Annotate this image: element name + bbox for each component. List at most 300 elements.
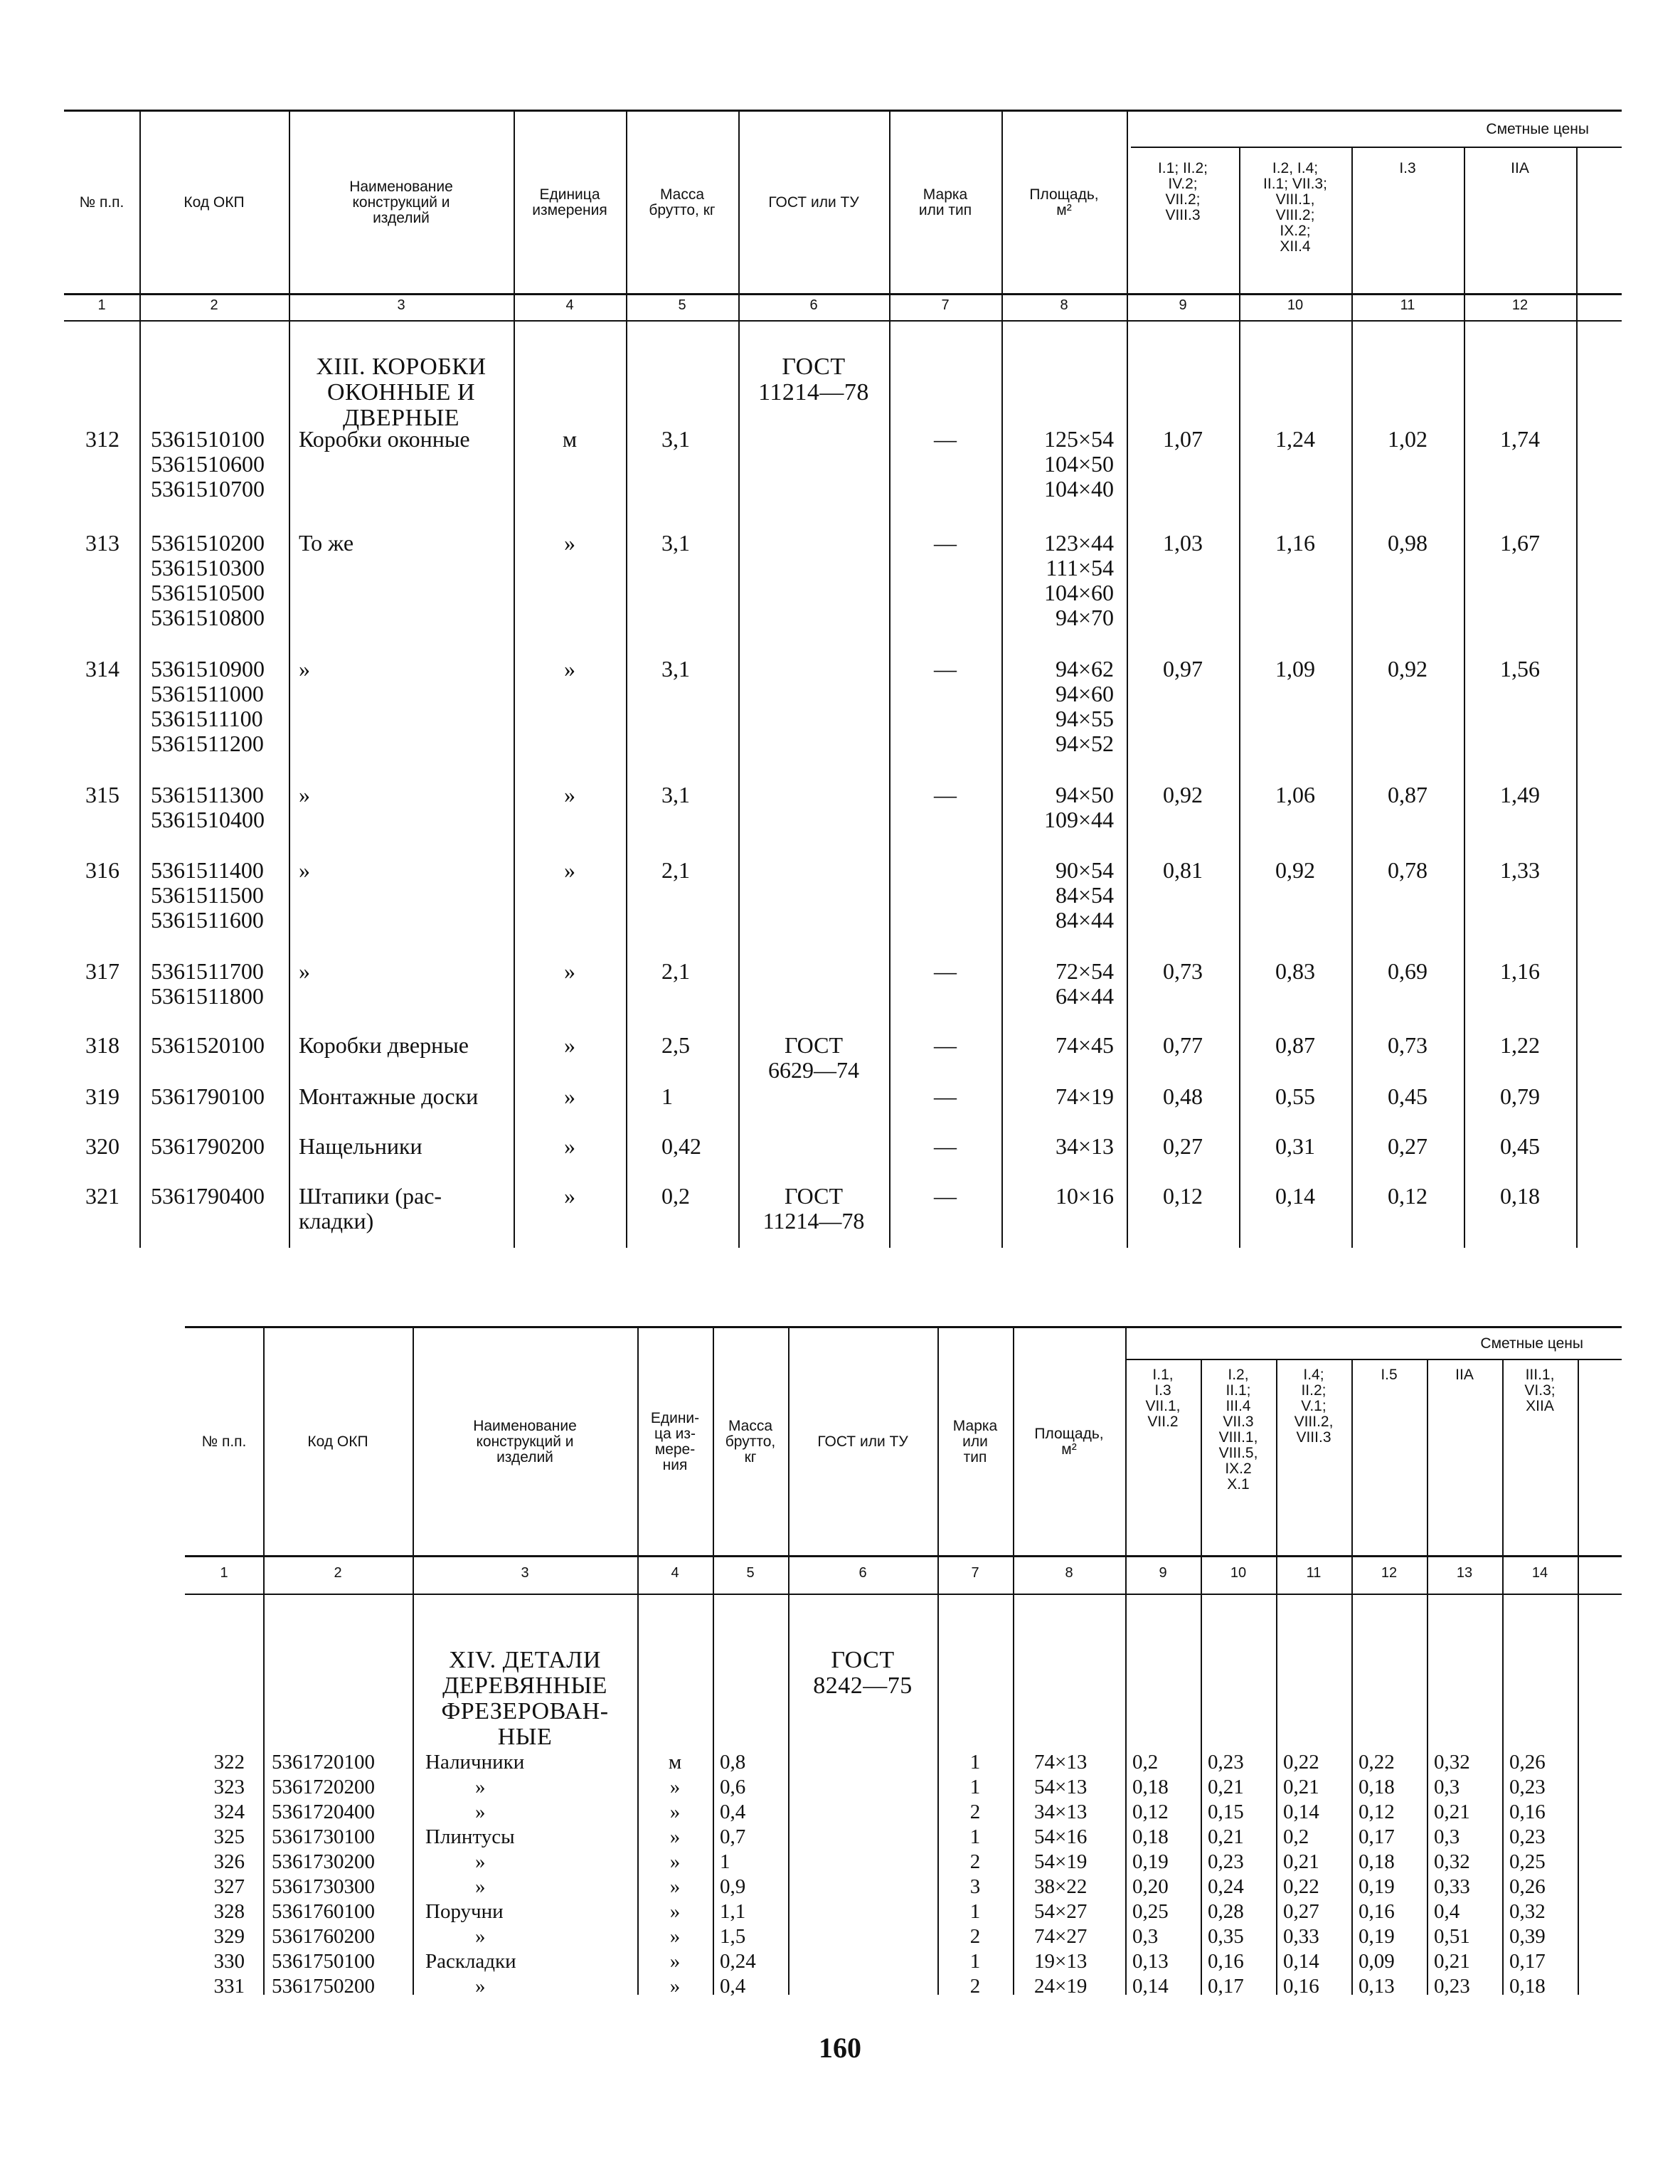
mark: 2 (969, 1850, 981, 1873)
price-2: 1,24 (1275, 426, 1315, 452)
price-4: 1,67 (1500, 530, 1540, 556)
row-number: 331 (213, 1975, 245, 1998)
row-number: 324 (213, 1801, 245, 1823)
item-name: Монтажные доски (299, 1083, 479, 1109)
okp-code: 5361510100 5361510600 5361510700 (151, 426, 265, 502)
price-1: 0,18 (1132, 1825, 1169, 1848)
price-3: 0,73 (1388, 1032, 1428, 1058)
area: 94×62 94×60 94×55 94×52 (1055, 656, 1114, 756)
mass: 0,24 (720, 1950, 756, 1973)
price-6: 0,26 (1509, 1875, 1546, 1898)
price-3: 0,98 (1388, 530, 1428, 556)
price-5: 0,4 (1434, 1900, 1460, 1923)
price-2: 0,87 (1275, 1032, 1315, 1058)
section-title: XIII. КОРОБКИ ОКОННЫЕ И ДВЕРНЫЕ (316, 354, 487, 431)
gost: ГОСТ 11214—78 (762, 1183, 865, 1234)
header-price-col-3: I.3 (1399, 160, 1416, 176)
item-name: » (475, 1925, 486, 1948)
okp-code: 5361760100 (272, 1900, 375, 1923)
mark: 2 (969, 1925, 981, 1948)
column-number: 8 (1060, 297, 1068, 313)
price-6: 0,17 (1509, 1950, 1546, 1973)
row-number: 323 (213, 1776, 245, 1798)
header-area: Площадь, м² (1029, 186, 1099, 218)
price-4: 1,49 (1500, 782, 1540, 807)
header-estimate-prices: Сметные цены (1486, 121, 1589, 137)
header-bottom-rule (64, 293, 1622, 295)
price-1: 0,12 (1163, 1183, 1203, 1209)
header-mark: Марка или тип (952, 1418, 998, 1465)
table-xiv (185, 1323, 1622, 1999)
table-top-rule (64, 110, 1622, 112)
price-1: 1,03 (1163, 530, 1203, 556)
header-row-number: № п.п. (79, 194, 124, 211)
header-price-col-5: IIA (1455, 1367, 1474, 1383)
header-gost: ГОСТ или ТУ (768, 194, 859, 211)
price-3: 0,21 (1283, 1850, 1319, 1873)
price-2: 0,16 (1208, 1950, 1244, 1973)
item-name: » (299, 782, 310, 807)
column-number: 5 (746, 1565, 755, 1581)
price-1: 0,20 (1132, 1875, 1169, 1898)
price-4: 1,56 (1500, 656, 1540, 682)
price-1: 0,2 (1132, 1751, 1159, 1774)
mark: — (934, 426, 957, 452)
price-1: 0,81 (1163, 857, 1203, 883)
item-name: Плинтусы (425, 1825, 515, 1848)
row-number: 330 (213, 1950, 245, 1973)
price-3: 0,14 (1283, 1950, 1319, 1973)
item-name: » (299, 857, 310, 883)
row-number: 315 (85, 782, 119, 807)
mark: — (934, 530, 957, 556)
price-5: 0,51 (1434, 1925, 1470, 1948)
item-name: То же (299, 530, 354, 556)
column-number: 14 (1531, 1565, 1548, 1581)
header-bottom-rule (185, 1555, 1622, 1557)
area: 34×13 (1055, 1133, 1114, 1159)
row-number: 316 (85, 857, 119, 883)
price-6: 0,26 (1509, 1751, 1546, 1774)
price-1: 0,19 (1132, 1850, 1169, 1873)
price-2: 0,14 (1275, 1183, 1315, 1209)
mass: 0,7 (720, 1825, 746, 1848)
item-name: » (475, 1875, 486, 1898)
price-6: 0,23 (1509, 1825, 1546, 1848)
price-4: 0,45 (1500, 1133, 1540, 1159)
mass: 0,4 (720, 1801, 746, 1823)
item-name: » (475, 1801, 486, 1823)
mass: 0,6 (720, 1776, 746, 1798)
price-4: 0,13 (1359, 1975, 1395, 1998)
price-3: 0,14 (1283, 1801, 1319, 1823)
header-price-col-4: I.5 (1381, 1367, 1398, 1383)
colnum-bottom-rule (185, 1594, 1622, 1595)
price-4: 0,18 (1500, 1183, 1540, 1209)
colnum-bottom-rule (64, 320, 1622, 322)
column-number: 3 (397, 297, 405, 313)
unit: » (669, 1776, 681, 1798)
item-name: Наличники (425, 1751, 525, 1774)
column-number: 12 (1381, 1565, 1398, 1581)
price-5: 0,32 (1434, 1850, 1470, 1873)
okp-code: 5361510900 5361511000 5361511100 5361511200 (151, 656, 265, 756)
area: 54×19 (1034, 1850, 1088, 1873)
row-number: 313 (85, 530, 119, 556)
header-okp-code: Код ОКП (307, 1433, 368, 1450)
price-4: 0,12 (1359, 1801, 1395, 1823)
price-2: 0,55 (1275, 1083, 1315, 1109)
row-number: 326 (213, 1850, 245, 1873)
price-3: 0,33 (1283, 1925, 1319, 1948)
okp-code: 5361790400 (151, 1183, 265, 1209)
item-name: Штапики (рас- кладки) (299, 1183, 442, 1234)
header-mass: Масса брутто, кг (725, 1418, 776, 1465)
price-2: 0,31 (1275, 1133, 1315, 1159)
unit: » (564, 1133, 575, 1159)
okp-code: 5361750200 (272, 1975, 375, 1998)
price-5: 0,33 (1434, 1875, 1470, 1898)
unit: » (564, 656, 575, 682)
price-5: 0,23 (1434, 1975, 1470, 1998)
mark: — (934, 958, 957, 984)
area: 10×16 (1055, 1183, 1114, 1209)
column-number: 2 (210, 297, 218, 313)
gost: ГОСТ 6629—74 (768, 1032, 859, 1083)
header-estimate-prices: Сметные цены (1480, 1335, 1583, 1352)
price-1: 0,77 (1163, 1032, 1203, 1058)
mass: 0,4 (720, 1975, 746, 1998)
okp-code: 5361730100 (272, 1825, 375, 1848)
price-2: 0,21 (1208, 1776, 1244, 1798)
area: 123×44 111×54 104×60 94×70 (1043, 530, 1114, 630)
mark: 1 (969, 1751, 981, 1774)
price-2: 0,24 (1208, 1875, 1244, 1898)
item-name: Поручни (425, 1900, 504, 1923)
price-1: 0,18 (1132, 1776, 1169, 1798)
column-number: 2 (334, 1565, 342, 1581)
unit: » (564, 1032, 575, 1058)
mark: 1 (969, 1825, 981, 1848)
row-number: 320 (85, 1133, 119, 1159)
okp-code: 5361730300 (272, 1875, 375, 1898)
price-2: 1,09 (1275, 656, 1315, 682)
price-4: 1,16 (1500, 958, 1540, 984)
unit: м (562, 426, 578, 452)
price-3: 0,12 (1388, 1183, 1428, 1209)
unit: » (669, 1825, 681, 1848)
price-3: 0,69 (1388, 958, 1428, 984)
column-number: 1 (220, 1565, 228, 1581)
mark: 1 (969, 1776, 981, 1798)
mass: 1 (661, 1083, 673, 1109)
unit: » (669, 1975, 681, 1998)
mark: — (934, 782, 957, 807)
column-number: 13 (1456, 1565, 1473, 1581)
price-1: 0,14 (1132, 1975, 1169, 1998)
unit: » (564, 1083, 575, 1109)
unit: » (669, 1950, 681, 1973)
header-price-col-6: III.1, VI.3; XIIA (1524, 1367, 1556, 1414)
price-2: 1,16 (1275, 530, 1315, 556)
mass: 0,2 (661, 1183, 690, 1209)
area: 19×13 (1034, 1950, 1088, 1973)
column-number: 6 (858, 1565, 867, 1581)
price-1: 0,73 (1163, 958, 1203, 984)
okp-code: 5361510200 5361510300 5361510500 5361510800 (151, 530, 265, 630)
mass: 2,5 (661, 1032, 690, 1058)
price-4: 0,22 (1359, 1751, 1395, 1774)
price-6: 0,23 (1509, 1776, 1546, 1798)
okp-code: 5361511700 5361511800 (151, 958, 264, 1009)
row-number: 321 (85, 1183, 119, 1209)
section-title: XIV. ДЕТАЛИ ДЕРЕВЯННЫЕ ФРЕЗЕРОВАН- НЫЕ (441, 1647, 609, 1750)
section-gost: ГОСТ 8242—75 (813, 1647, 913, 1699)
price-2: 0,92 (1275, 857, 1315, 883)
mass: 3,1 (661, 426, 690, 452)
price-2: 1,06 (1275, 782, 1315, 807)
column-number: 7 (971, 1565, 979, 1581)
section-gost: ГОСТ 11214—78 (758, 354, 869, 405)
price-2: 0,23 (1208, 1751, 1244, 1774)
mark: 1 (969, 1950, 981, 1973)
area: 94×50 109×44 (1043, 782, 1114, 832)
price-4: 0,79 (1500, 1083, 1540, 1109)
price-2: 0,17 (1208, 1975, 1244, 1998)
mass: 0,9 (720, 1875, 746, 1898)
column-number: 12 (1511, 297, 1529, 313)
header-name: Наименование конструкций и изделий (473, 1418, 577, 1465)
unit: м (668, 1751, 682, 1774)
okp-code: 5361511400 5361511500 5361511600 (151, 857, 264, 933)
area: 38×22 (1034, 1875, 1088, 1898)
price-2: 0,21 (1208, 1825, 1244, 1848)
price-3: 1,02 (1388, 426, 1428, 452)
unit: » (669, 1900, 681, 1923)
header-unit: Единица измерения (532, 186, 607, 218)
table-top-rule (185, 1326, 1622, 1328)
mass: 2,1 (661, 958, 690, 984)
price-1: 0,92 (1163, 782, 1203, 807)
okp-code: 5361511300 5361510400 (151, 782, 265, 832)
item-name: » (475, 1850, 486, 1873)
price-3: 0,22 (1283, 1875, 1319, 1898)
okp-code: 5361790100 (151, 1083, 265, 1109)
price-4: 0,19 (1359, 1875, 1395, 1898)
price-3: 0,87 (1388, 782, 1428, 807)
item-name: Коробки оконные (299, 426, 470, 452)
price-2: 0,35 (1208, 1925, 1244, 1948)
price-3: 0,22 (1283, 1751, 1319, 1774)
price-6: 0,32 (1509, 1900, 1546, 1923)
price-4: 0,16 (1359, 1900, 1395, 1923)
header-price-col-3: I.4; II.2; V.1; VIII.2, VIII.3 (1294, 1367, 1334, 1446)
price-5: 0,3 (1434, 1776, 1460, 1798)
header-price-col-1: I.1, I.3 VII.1, VII.2 (1145, 1367, 1181, 1430)
row-number: 329 (213, 1925, 245, 1948)
column-number: 4 (671, 1565, 679, 1581)
price-6: 0,18 (1509, 1975, 1546, 1998)
header-row-number: № п.п. (201, 1433, 247, 1450)
unit: » (564, 782, 575, 807)
price-3: 0,45 (1388, 1083, 1428, 1109)
item-name: » (475, 1776, 486, 1798)
header-price-col-2: I.2, I.4; II.1; VII.3; VIII.1, VIII.2; IX.2; XII.4 (1263, 160, 1327, 255)
price-header-rule (1125, 1359, 1622, 1360)
mass: 1 (720, 1850, 730, 1873)
mark: 3 (969, 1875, 981, 1898)
okp-code: 5361760200 (272, 1925, 375, 1948)
price-5: 0,32 (1434, 1751, 1470, 1774)
area: 24×19 (1034, 1975, 1088, 1998)
okp-code: 5361720100 (272, 1751, 375, 1774)
header-price-col-2: I.2, II.1; III.4 VII.3 VIII.1, VIII.5, IX.2 X.1 (1218, 1367, 1258, 1493)
unit: » (669, 1925, 681, 1948)
okp-code: 5361520100 (151, 1032, 265, 1058)
column-number: 11 (1400, 297, 1415, 313)
price-header-rule (1131, 147, 1622, 148)
mark: 1 (969, 1900, 981, 1923)
row-number: 327 (213, 1875, 245, 1898)
column-number: 4 (565, 297, 574, 313)
column-number: 10 (1287, 297, 1304, 313)
price-3: 0,2 (1283, 1825, 1309, 1848)
price-1: 1,07 (1163, 426, 1203, 452)
area: 54×16 (1034, 1825, 1088, 1848)
mark: — (934, 1032, 957, 1058)
column-number: 1 (97, 297, 106, 313)
price-3: 0,16 (1283, 1975, 1319, 1998)
unit: » (564, 1183, 575, 1209)
mass: 1,5 (720, 1925, 746, 1948)
item-name: Нащельники (299, 1133, 422, 1159)
area: 54×13 (1034, 1776, 1088, 1798)
unit: » (564, 530, 575, 556)
mass: 3,1 (661, 782, 690, 807)
price-6: 0,16 (1509, 1801, 1546, 1823)
row-number: 325 (213, 1825, 245, 1848)
price-1: 0,97 (1163, 656, 1203, 682)
price-4: 0,19 (1359, 1925, 1395, 1948)
price-1: 0,27 (1163, 1133, 1203, 1159)
price-4: 0,18 (1359, 1776, 1395, 1798)
okp-code: 5361730200 (272, 1850, 375, 1873)
mass: 3,1 (661, 530, 690, 556)
area: 90×54 84×54 84×44 (1055, 857, 1114, 933)
area: 125×54 104×50 104×40 (1043, 426, 1114, 502)
price-1: 0,3 (1132, 1925, 1159, 1948)
row-number: 314 (85, 656, 119, 682)
price-2: 0,15 (1208, 1801, 1244, 1823)
item-name: » (299, 958, 310, 984)
item-name: » (299, 656, 310, 682)
area: 74×13 (1034, 1751, 1088, 1774)
area: 54×27 (1034, 1900, 1088, 1923)
price-3: 0,21 (1283, 1776, 1319, 1798)
mark: 2 (969, 1975, 981, 1998)
price-5: 0,3 (1434, 1825, 1460, 1848)
unit: » (669, 1801, 681, 1823)
column-number: 8 (1065, 1565, 1073, 1581)
column-number: 6 (809, 297, 818, 313)
price-1: 0,13 (1132, 1950, 1169, 1973)
header-mass: Масса брутто, кг (649, 186, 716, 218)
price-1: 0,12 (1132, 1801, 1169, 1823)
price-6: 0,25 (1509, 1850, 1546, 1873)
mark: — (934, 656, 957, 682)
unit: » (564, 958, 575, 984)
unit: » (669, 1850, 681, 1873)
header-price-col-1: I.1; II.2; IV.2; VII.2; VIII.3 (1157, 160, 1208, 223)
area: 34×13 (1034, 1801, 1088, 1823)
item-name: Коробки дверные (299, 1032, 469, 1058)
price-4: 0,17 (1359, 1825, 1395, 1848)
header-gost: ГОСТ или ТУ (817, 1433, 908, 1450)
price-2: 0,28 (1208, 1900, 1244, 1923)
header-mark: Марка или тип (918, 186, 972, 218)
row-number: 318 (85, 1032, 119, 1058)
header-unit: Едини- ца из- мере- ния (650, 1410, 700, 1473)
price-3: 0,27 (1283, 1900, 1319, 1923)
price-1: 0,25 (1132, 1900, 1169, 1923)
table-xiii (64, 107, 1622, 1252)
mass: 0,8 (720, 1751, 746, 1774)
okp-code: 5361720200 (272, 1776, 375, 1798)
area: 72×54 64×44 (1055, 958, 1114, 1009)
okp-code: 5361790200 (151, 1133, 265, 1159)
col-divider (1576, 147, 1578, 1248)
header-name: Наименование конструкций и изделий (349, 179, 453, 226)
column-number: 7 (941, 297, 950, 313)
mass: 1,1 (720, 1900, 746, 1923)
price-4: 1,74 (1500, 426, 1540, 452)
price-5: 0,21 (1434, 1950, 1470, 1973)
row-number: 322 (213, 1751, 245, 1774)
mark: — (934, 1183, 957, 1209)
row-number: 319 (85, 1083, 119, 1109)
header-price-col-4: IIA (1511, 160, 1529, 176)
unit: » (669, 1875, 681, 1898)
mass: 3,1 (661, 656, 690, 682)
item-name: Раскладки (425, 1950, 516, 1973)
column-number: 5 (678, 297, 686, 313)
row-number: 328 (213, 1900, 245, 1923)
header-okp-code: Код ОКП (184, 194, 245, 211)
column-number: 3 (521, 1565, 529, 1581)
item-name: » (475, 1975, 486, 1998)
price-4: 1,33 (1500, 857, 1540, 883)
price-4: 0,09 (1359, 1950, 1395, 1973)
price-2: 0,23 (1208, 1850, 1244, 1873)
column-number: 9 (1159, 1565, 1167, 1581)
area: 74×27 (1034, 1925, 1088, 1948)
mark: — (934, 1083, 957, 1109)
price-3: 0,78 (1388, 857, 1428, 883)
mark: — (934, 1133, 957, 1159)
price-6: 0,39 (1509, 1925, 1546, 1948)
price-1: 0,48 (1163, 1083, 1203, 1109)
area: 74×45 (1055, 1032, 1114, 1058)
price-5: 0,21 (1434, 1801, 1470, 1823)
mass: 0,42 (661, 1133, 701, 1159)
mark: 2 (969, 1801, 981, 1823)
unit: » (564, 857, 575, 883)
okp-code: 5361720400 (272, 1801, 375, 1823)
row-number: 312 (85, 426, 119, 452)
column-number: 11 (1306, 1565, 1322, 1581)
mass: 2,1 (661, 857, 690, 883)
header-area: Площадь, м² (1034, 1426, 1104, 1458)
